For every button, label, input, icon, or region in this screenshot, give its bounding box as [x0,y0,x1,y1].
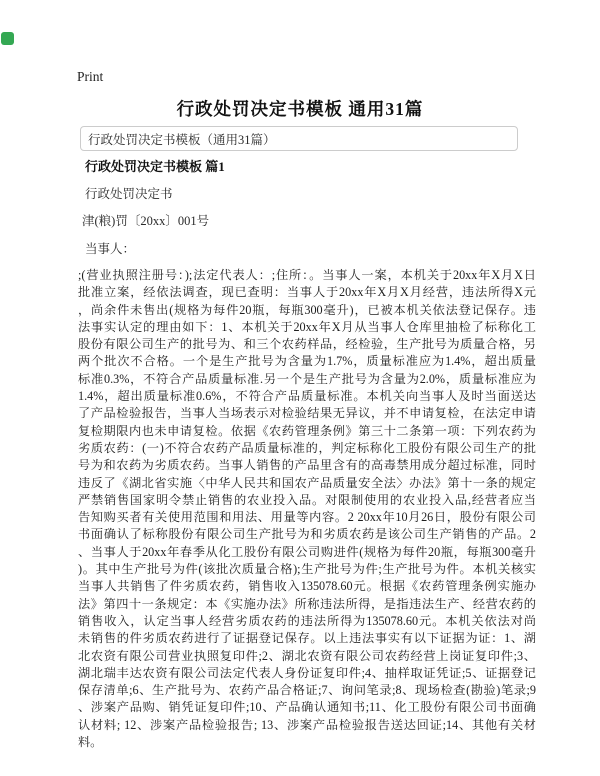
party-label: 当事人： [85,242,136,256]
body-line: 保存清单;6、生产批号为、农药产品合格证;7、询问笔录;8、现场检查(勘验)笔录;9 [78,683,536,698]
body-line: 认材料; 12、涉案产品检验报告; 13、涉案产品检验报告送达回证;14、其他有关材 [78,717,536,732]
body-line: 、涉案产品购、销凭证复印件;10、产品确认通知书;11、化工股份有限公司书面确 [78,700,536,715]
body-line: 标准0.3%，不符合产品质量标准.另一个是生产批号为含量为2.0%，质量标准应为 [78,371,536,386]
body-line: 告知购买者有关使用范围和用法、用量等内容。2 20xx年10月26日，股份有限公司 [78,510,536,525]
body-line: 了产品检验报告，当事人当场表示对检验结果无异议，并不申请复检，在法定申请 [78,406,536,421]
body-line: 法》第四十一条规定：本《实施办法》所称违法所得，是指违法生产、经营农药的 [78,596,536,611]
section-heading: 行政处罚决定书模板 篇1 [85,159,225,174]
body-line: 1.4%，超出质量标准0.6%，不符合产品质量标准。本机关向当事人及时当面送达 [78,389,536,404]
doc-number: 津(粮)罚〔20xx〕001号 [82,214,210,228]
body-line: 、当事人于20xx年春季从化工股份有限公司购进件(规格为每件20瓶，每瓶300毫升 [78,544,536,559]
body-line: 法事实认定的理由如下：1、本机关于20xx年X月从当事人仓库里抽检了标称化工 [78,319,536,334]
body-line: 书面确认了标称股份有限公司生产批号为和劣质农药是该公司生产销售的产品。2 [78,527,536,542]
app-icon[interactable] [1,32,14,45]
body-line: 复检期限内也未申请复检。依据《农药管理条例》第三十二条第一项：下列农药为 [78,423,536,438]
body-line: 号为和农药为劣质农药。当事人销售的产品里含有的高毒禁用成分超过标准，同时 [78,458,536,473]
subtitle-box [80,126,518,151]
body-paragraph [78,267,536,751]
body-line: 违反了《湖北省实施〈中华人民共和国农产品质量安全法〉办法》第十一条的规定 [78,475,536,490]
body-line: 劣质农药：(一)不符合农药产品质量标准的，判定标称化工股份有限公司生产的批 [78,440,536,455]
doc-name: 行政处罚决定书 [85,187,173,201]
body-line: 未销售的件劣质农药进行了证据登记保存。以上违法事实有以下证据为证：1、湖 [78,631,536,646]
body-line: )。其中生产批号为件(该批次质量合格);生产批号为件;生产批号为件。本机关核实 [78,562,536,577]
print-link[interactable]: Print [77,69,104,84]
body-line: ;(营业执照注册号：);法定代表人：;住所：。当事人一案，本机关于20xx年X月X日 [78,268,536,282]
subtitle-text: 行政处罚决定书模板（通用31篇） [88,132,276,147]
body-line: 当事人共销售了件劣质农药，销售收入135078.60元。根据《农药管理条例实施办 [78,579,536,594]
body-line: 北农资有限公司营业执照复印件;2、湖北农资有限公司农药经营上岗证复印件;3、 [78,648,536,663]
page-title: 行政处罚决定书模板 通用31篇 [176,99,424,119]
body-line: 批准立案，经依法调查，现已查明：当事人于20xx年X月X月经营，违法所得X元 [78,285,536,300]
body-line: 销售收入，认定当事人经营劣质农药的违法所得为135078.60元。本机关依法对尚 [78,613,536,628]
body-line: ，尚余件未售出(规格为每件20瓶，每瓶300毫升)，已被本机关依法登记保存。违 [78,302,536,317]
body-line: 湖北瑞丰达农资有限公司法定代表人身份证复印件;4、抽样取证凭证;5、证据登记 [78,665,536,680]
body-line: 料。 [78,735,103,750]
body-line: 股份有限公司生产的批号为、和三个农药样品，经检验，生产批号为质量合格，另 [78,337,536,352]
body-line: 严禁销售国家明令禁止销售的农业投入品。对限制使用的农业投入品,经营者应当 [78,492,536,507]
body-line: 两个批次不合格。一个是生产批号为含量为1.7%，质量标准应为1.4%，超出质量 [78,354,536,369]
